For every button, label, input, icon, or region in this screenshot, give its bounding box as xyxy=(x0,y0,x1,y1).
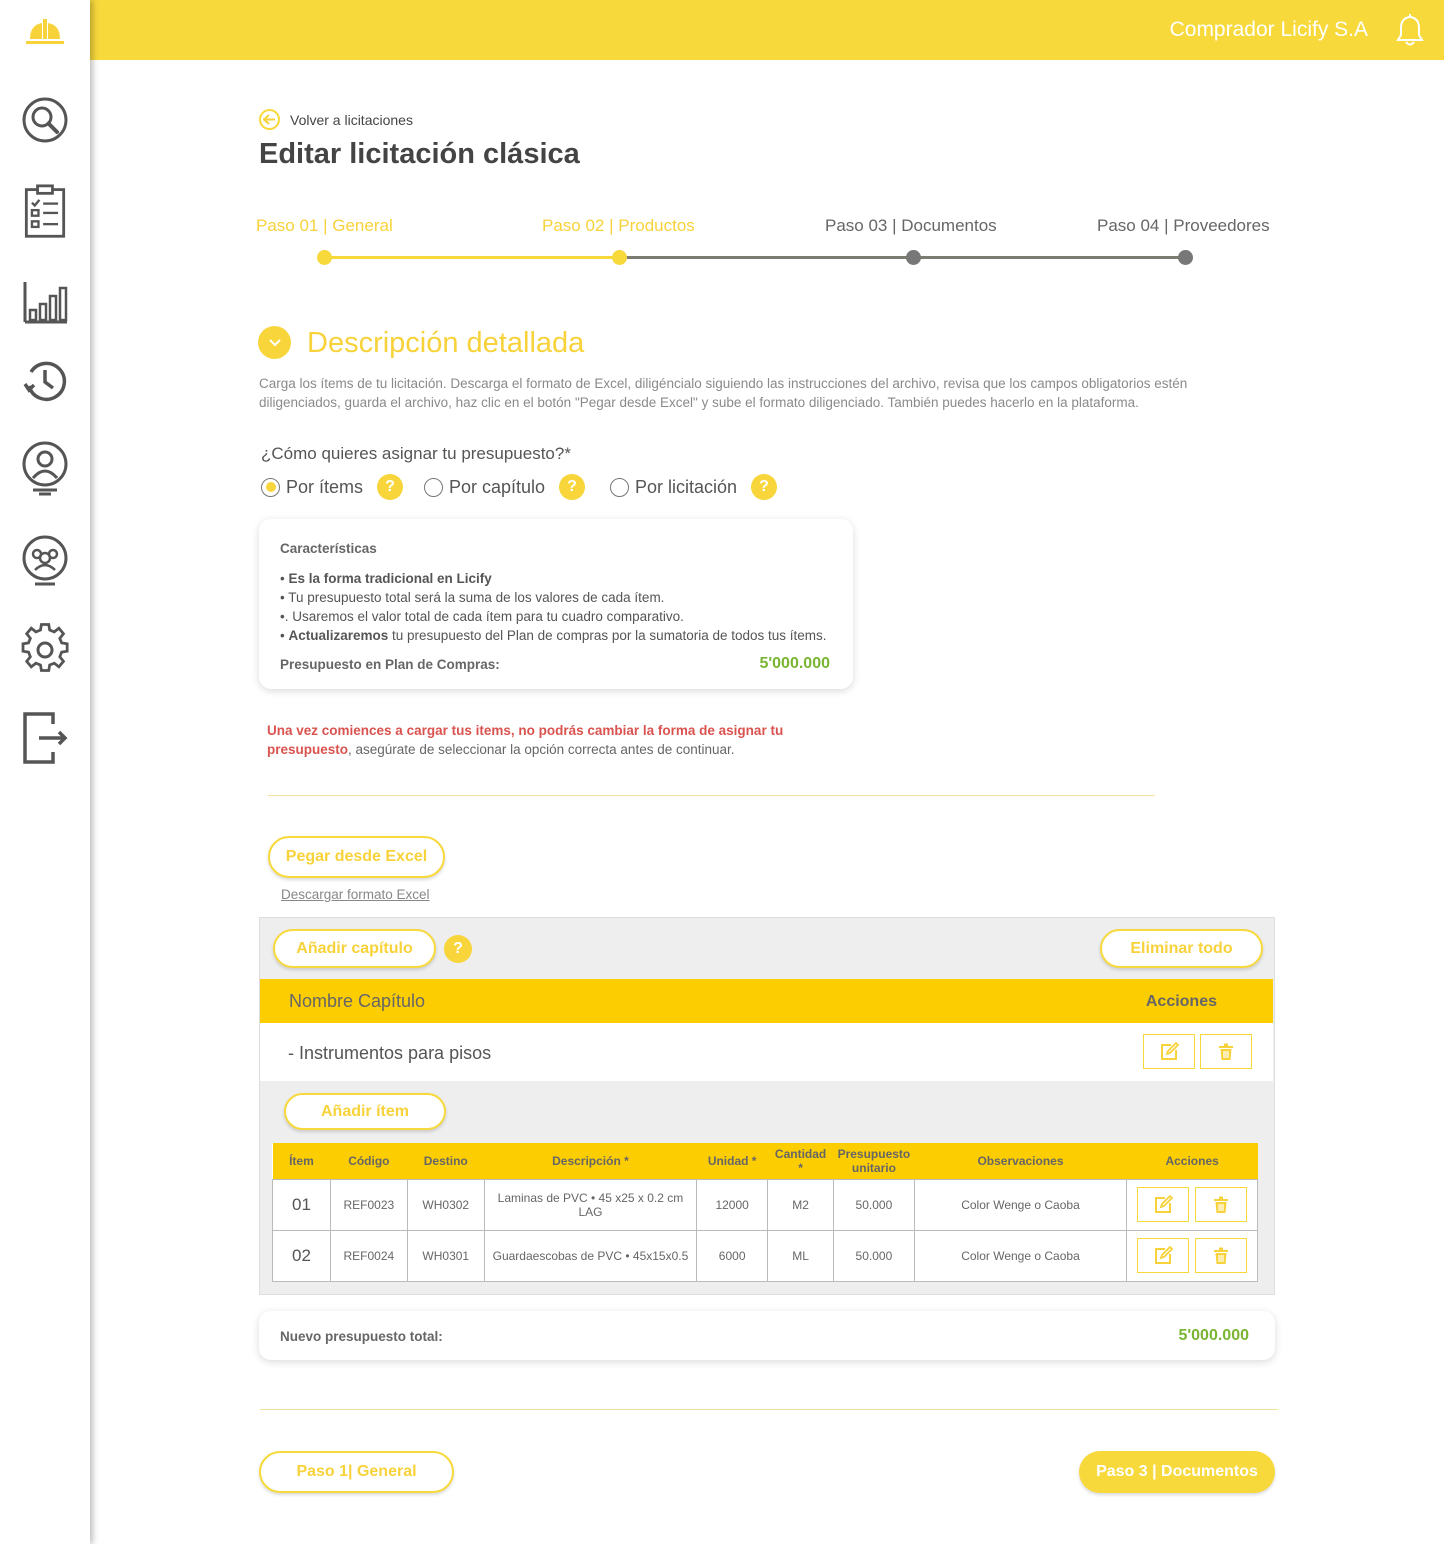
radio-button[interactable] xyxy=(424,478,443,497)
help-icon[interactable]: ? xyxy=(377,474,403,500)
edit-chapter-button[interactable] xyxy=(1143,1034,1195,1069)
notifications-button[interactable] xyxy=(1396,14,1424,46)
radio-label: Por capítulo xyxy=(449,476,546,497)
item-code: REF0024 xyxy=(330,1230,407,1281)
hardhat-logo-icon xyxy=(22,15,68,45)
page-title: Editar licitación clásica xyxy=(259,138,580,170)
budget-question: ¿Cómo quieres asignar tu presupuesto?* xyxy=(261,444,571,463)
col-unit-budget: Presupuesto unitario xyxy=(834,1143,915,1179)
section-title: Descripción detallada xyxy=(307,327,585,359)
step-providers[interactable]: Paso 04 | Proveedores xyxy=(1097,216,1270,235)
characteristics-list: • Es la forma tradicional en Licify • Tu presupuesto total será la suma de los valores de cada ítem. •. Usaremos el valor total de cada ítem para tu cuadro comparativo. • Actualizaremos tu presupuesto del Plan de compras por la sumatoria de todos tus ítems. xyxy=(280,571,827,643)
user-profile-icon xyxy=(21,440,69,496)
total-budget-card xyxy=(259,1311,1275,1360)
item-destination: WH0301 xyxy=(407,1230,484,1281)
trash-icon xyxy=(1213,1196,1229,1214)
total-budget-value: 5'000.000 xyxy=(1178,1327,1249,1344)
item-description: Laminas de PVC • 45 x25 x 0.2 cm LAG xyxy=(484,1179,696,1230)
col-observations: Observaciones xyxy=(914,1143,1126,1179)
sidebar-item-profile[interactable] xyxy=(20,440,70,496)
sidebar-item-logout[interactable] xyxy=(20,710,70,766)
team-icon xyxy=(21,532,69,588)
logout-icon xyxy=(21,710,69,766)
step-dot-2 xyxy=(612,250,627,265)
edit-item-button[interactable] xyxy=(1137,1187,1189,1222)
characteristic-line: Es la forma tradicional en Licify xyxy=(288,571,492,586)
plan-budget-label: Presupuesto en Plan de Compras: xyxy=(280,657,500,672)
section-description: Carga los ítems de tu licitación. Descarga el formato de Excel, diligéncialo siguiendo las instrucciones del archivo, revisa que los campos obligatorios estén diligenciados, guarda el archivo, haz clic en el botón "Pegar desde Excel" y sube el formato diligenciado. También puedes hacerlo en la plataforma. xyxy=(259,376,1188,410)
gear-icon xyxy=(21,622,69,678)
radio-por-licitacion[interactable] xyxy=(610,474,777,500)
table-row xyxy=(273,1230,1258,1281)
characteristic-line: . Usaremos el valor total de cada ítem para tu cuadro comparativo. xyxy=(284,609,684,624)
step-dot-3 xyxy=(906,250,921,265)
trash-icon xyxy=(1213,1247,1229,1265)
total-budget-label: Nuevo presupuesto total: xyxy=(280,1329,443,1344)
characteristic-line: tu presupuesto del Plan de compras por la sumatoria de todos tus ítems. xyxy=(388,628,827,643)
chevron-down-icon xyxy=(269,339,281,347)
radio-button[interactable] xyxy=(610,478,629,497)
step-products[interactable]: Paso 02 | Productos xyxy=(542,216,695,235)
item-quantity: M2 xyxy=(768,1179,834,1230)
budget-warning xyxy=(267,721,867,759)
add-item-button[interactable]: Añadir ítem xyxy=(284,1093,446,1130)
item-destination: WH0302 xyxy=(407,1179,484,1230)
sidebar-item-settings[interactable] xyxy=(20,622,70,678)
item-actions xyxy=(1127,1230,1258,1281)
sidebar xyxy=(0,0,90,1544)
col-actions: Acciones xyxy=(1127,1143,1258,1179)
warning-text: , asegúrate de seleccionar la opción correcta antes de continuar. xyxy=(348,742,735,757)
stepper-line-pending xyxy=(619,256,1185,259)
chapter-table-header xyxy=(260,979,1273,1023)
delete-item-button[interactable] xyxy=(1195,1238,1247,1273)
col-item: Ítem xyxy=(273,1143,331,1179)
plan-budget-value: 5'000.000 xyxy=(759,655,830,672)
item-quantity: ML xyxy=(768,1230,834,1281)
radio-button-checked[interactable] xyxy=(261,478,280,497)
step-general[interactable]: Paso 01 | General xyxy=(256,216,393,235)
arrow-left-icon xyxy=(259,109,280,130)
characteristic-line: Tu presupuesto total será la suma de los valores de cada ítem. xyxy=(288,590,665,605)
back-link[interactable] xyxy=(259,109,413,130)
sidebar-item-history[interactable] xyxy=(20,354,70,410)
help-icon[interactable]: ? xyxy=(444,935,472,963)
warning-emphasis: Una vez comiences a cargar tus items, no podrás cambiar la forma de asignar tu presupuesto xyxy=(267,723,784,757)
stepper-line-done xyxy=(324,256,619,259)
licify-logo[interactable] xyxy=(0,0,90,60)
edit-item-button[interactable] xyxy=(1137,1238,1189,1273)
delete-all-button[interactable]: Eliminar todo xyxy=(1100,929,1263,968)
trash-icon xyxy=(1218,1043,1234,1061)
section-collapse-button[interactable] xyxy=(258,326,291,359)
edit-icon xyxy=(1159,1042,1179,1062)
chapter-row xyxy=(260,1023,1273,1081)
edit-icon xyxy=(1153,1195,1173,1215)
add-chapter-button[interactable]: Añadir capítulo xyxy=(273,929,436,968)
help-icon[interactable]: ? xyxy=(559,474,585,500)
item-unit-budget: 50.000 xyxy=(834,1230,915,1281)
radio-por-capitulo[interactable] xyxy=(424,474,585,500)
search-icon xyxy=(21,92,69,148)
prev-step-button[interactable]: Paso 1| General xyxy=(259,1451,454,1493)
clipboard-list-icon xyxy=(21,184,69,240)
item-number: 02 xyxy=(273,1230,331,1281)
col-destination: Destino xyxy=(407,1143,484,1179)
sidebar-item-tenders[interactable] xyxy=(20,184,70,240)
delete-chapter-button[interactable] xyxy=(1200,1034,1252,1069)
item-observations: Color Wenge o Caoba xyxy=(914,1179,1126,1230)
bell-icon xyxy=(1396,14,1424,46)
col-code: Código xyxy=(330,1143,407,1179)
top-bar xyxy=(90,0,1444,60)
next-step-button[interactable]: Paso 3 | Documentos xyxy=(1079,1451,1275,1493)
item-actions xyxy=(1127,1179,1258,1230)
characteristics-title: Características xyxy=(280,541,377,556)
radio-por-items[interactable] xyxy=(261,474,403,500)
items-table-header xyxy=(273,1143,1258,1179)
sidebar-item-search[interactable] xyxy=(20,92,70,148)
item-description: Guardaescobas de PVC • 45x15x0.5 xyxy=(484,1230,696,1281)
item-observations: Color Wenge o Caoba xyxy=(914,1230,1126,1281)
item-unit-budget: 50.000 xyxy=(834,1179,915,1230)
paste-from-excel-button[interactable]: Pegar desde Excel xyxy=(268,836,445,878)
characteristics-card xyxy=(259,519,853,689)
radio-label: Por licitación xyxy=(635,476,738,497)
col-description: Descripción * xyxy=(484,1143,696,1179)
table-row xyxy=(273,1179,1258,1230)
step-documents[interactable]: Paso 03 | Documentos xyxy=(825,216,997,235)
edit-icon xyxy=(1153,1246,1173,1266)
chapter-name: - Instrumentos para pisos xyxy=(288,1043,492,1063)
item-unit: 12000 xyxy=(697,1179,768,1230)
col-unit: Unidad * xyxy=(697,1143,768,1179)
characteristic-line-bold: Actualizaremos xyxy=(288,628,389,643)
chapter-actions-header: Acciones xyxy=(1145,993,1217,1010)
divider xyxy=(260,1409,1278,1410)
step-dot-4 xyxy=(1178,250,1193,265)
items-table xyxy=(272,1143,1258,1282)
col-quantity: Cantidad * xyxy=(768,1143,834,1179)
step-dot-1 xyxy=(317,250,332,265)
item-code: REF0023 xyxy=(330,1179,407,1230)
item-unit: 6000 xyxy=(697,1230,768,1281)
sidebar-item-reports[interactable] xyxy=(20,274,70,330)
delete-item-button[interactable] xyxy=(1195,1187,1247,1222)
item-number: 01 xyxy=(273,1179,331,1230)
radio-label: Por ítems xyxy=(286,476,364,497)
bar-chart-icon xyxy=(21,274,69,330)
history-icon xyxy=(21,354,69,410)
divider xyxy=(268,795,1155,796)
company-name[interactable]: Comprador Licify S.A xyxy=(1169,18,1368,41)
help-icon[interactable]: ? xyxy=(751,474,777,500)
chapter-name-header: Nombre Capítulo xyxy=(289,991,426,1011)
download-excel-link[interactable]: Descargar formato Excel xyxy=(281,887,430,902)
back-label: Volver a licitaciones xyxy=(290,111,413,128)
sidebar-item-providers[interactable] xyxy=(20,532,70,588)
